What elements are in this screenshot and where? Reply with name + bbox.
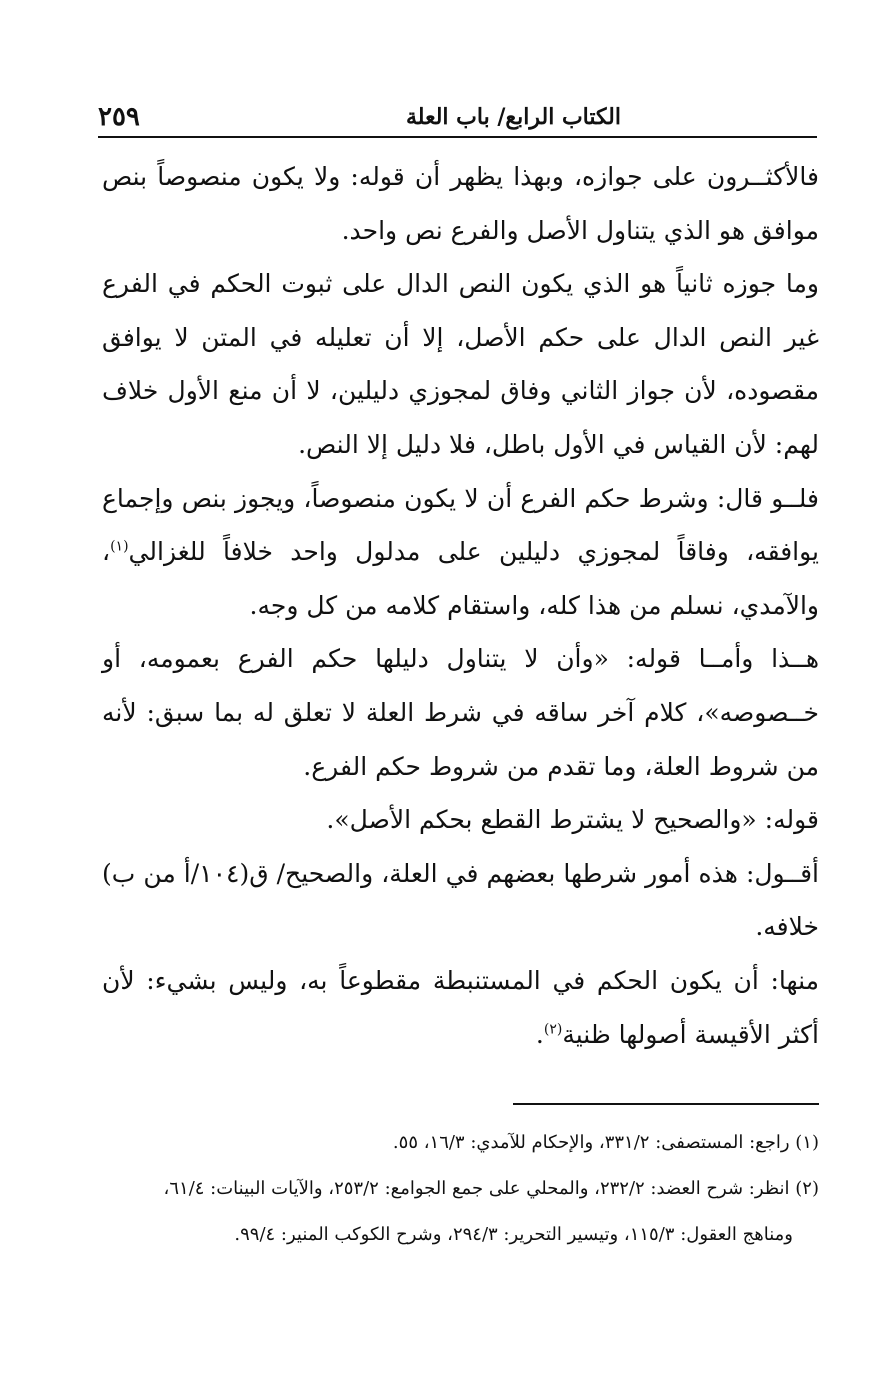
main-text xyxy=(102,150,819,1061)
footnote-2: (٢) انظر: شرح العضد: ٢٣٢/٢، والمحلي على جمع الجوامع: ٢٥٣/٢، والآيات البينات: ٦١/٤، xyxy=(163,1178,819,1199)
paragraph-6: أقــول: هذه أمور شرطها بعضهم في العلة، والصحيح/ ق(١٠٤/أ من ب) خلافه. xyxy=(102,858,819,942)
paragraph-3-text-end: ، والآمدي، نسلم من هذا كله، واستقام كلامه من كل وجه. xyxy=(102,537,819,620)
header-rule xyxy=(98,136,817,138)
page-number: ٢٥٩ xyxy=(98,102,140,132)
footnote-ref-2: (٢) xyxy=(543,1021,563,1038)
paragraph-1: فالأكثــرون على جوازه، وبهذا يظهر أن قوله: ولا يكون منصوصاً بنص موافق هو الذي يتناول الأصل والفرع نص واحد. xyxy=(102,162,819,245)
footnote-1: (١) راجع: المستصفى: ٣٣١/٢، والإحكام للآمدي: ١٦/٣، ٥٥. xyxy=(392,1132,819,1153)
running-header xyxy=(98,92,817,132)
footnote-ref-1: (١) xyxy=(110,538,129,555)
paragraph-2: وما جوزه ثانياً هو الذي يكون النص الدال على ثبوت الحكم في الفرع غير النص الدال على حكم الأصل، إلا أن تعليله في المتن لا يوافق مقصوده، لأن جواز الثاني وفاق لمجوزي دليلين، لا أن منع الأول خلاف لهم: لأن القياس في الأول باطل، فلا دليل إلا النص. xyxy=(102,269,819,459)
paragraph-5: قوله: «والصحيح لا يشترط القطع بحكم الأصل». xyxy=(326,805,819,835)
chapter-title: الكتاب الرابع/ باب العلة xyxy=(406,104,621,130)
footnote-2-continued: ومناهج العقول: ١١٥/٣، وتيسير التحرير: ٢٩٤/٣، وشرح الكوكب المنير: ٩٩/٤. xyxy=(234,1224,793,1245)
paragraph-3-text: فلــو قال: وشرط حكم الفرع أن لا يكون منصوصاً، ويجوز بنص وإجماع يوافقه، وفاقاً لمجوزي دليلين على مدلول واحد خلافاً للغزالي xyxy=(102,483,819,567)
paragraph-4: هــذا وأمــا قوله: «وأن لا يتناول دليلها حكم الفرع بعمومه، أو خــصوصه»، كلام آخر ساقه في شرط العلة لا تعلق له بما سبق: لأنه من شروط العلة، وما تقدم من شروط حكم الفرع. xyxy=(102,644,819,781)
footnotes xyxy=(100,1120,819,1258)
paragraph-3 xyxy=(102,472,819,633)
paragraph-7-text-end: . xyxy=(535,1019,544,1049)
paragraph-7-text: منها: أن يكون الحكم في المستنبطة مقطوعاً به، وليس بشيء: لأن أكثر الأقيسة أصولها ظنية xyxy=(102,965,819,1049)
footnote-rule xyxy=(513,1103,819,1105)
paragraph-7 xyxy=(102,954,819,1061)
